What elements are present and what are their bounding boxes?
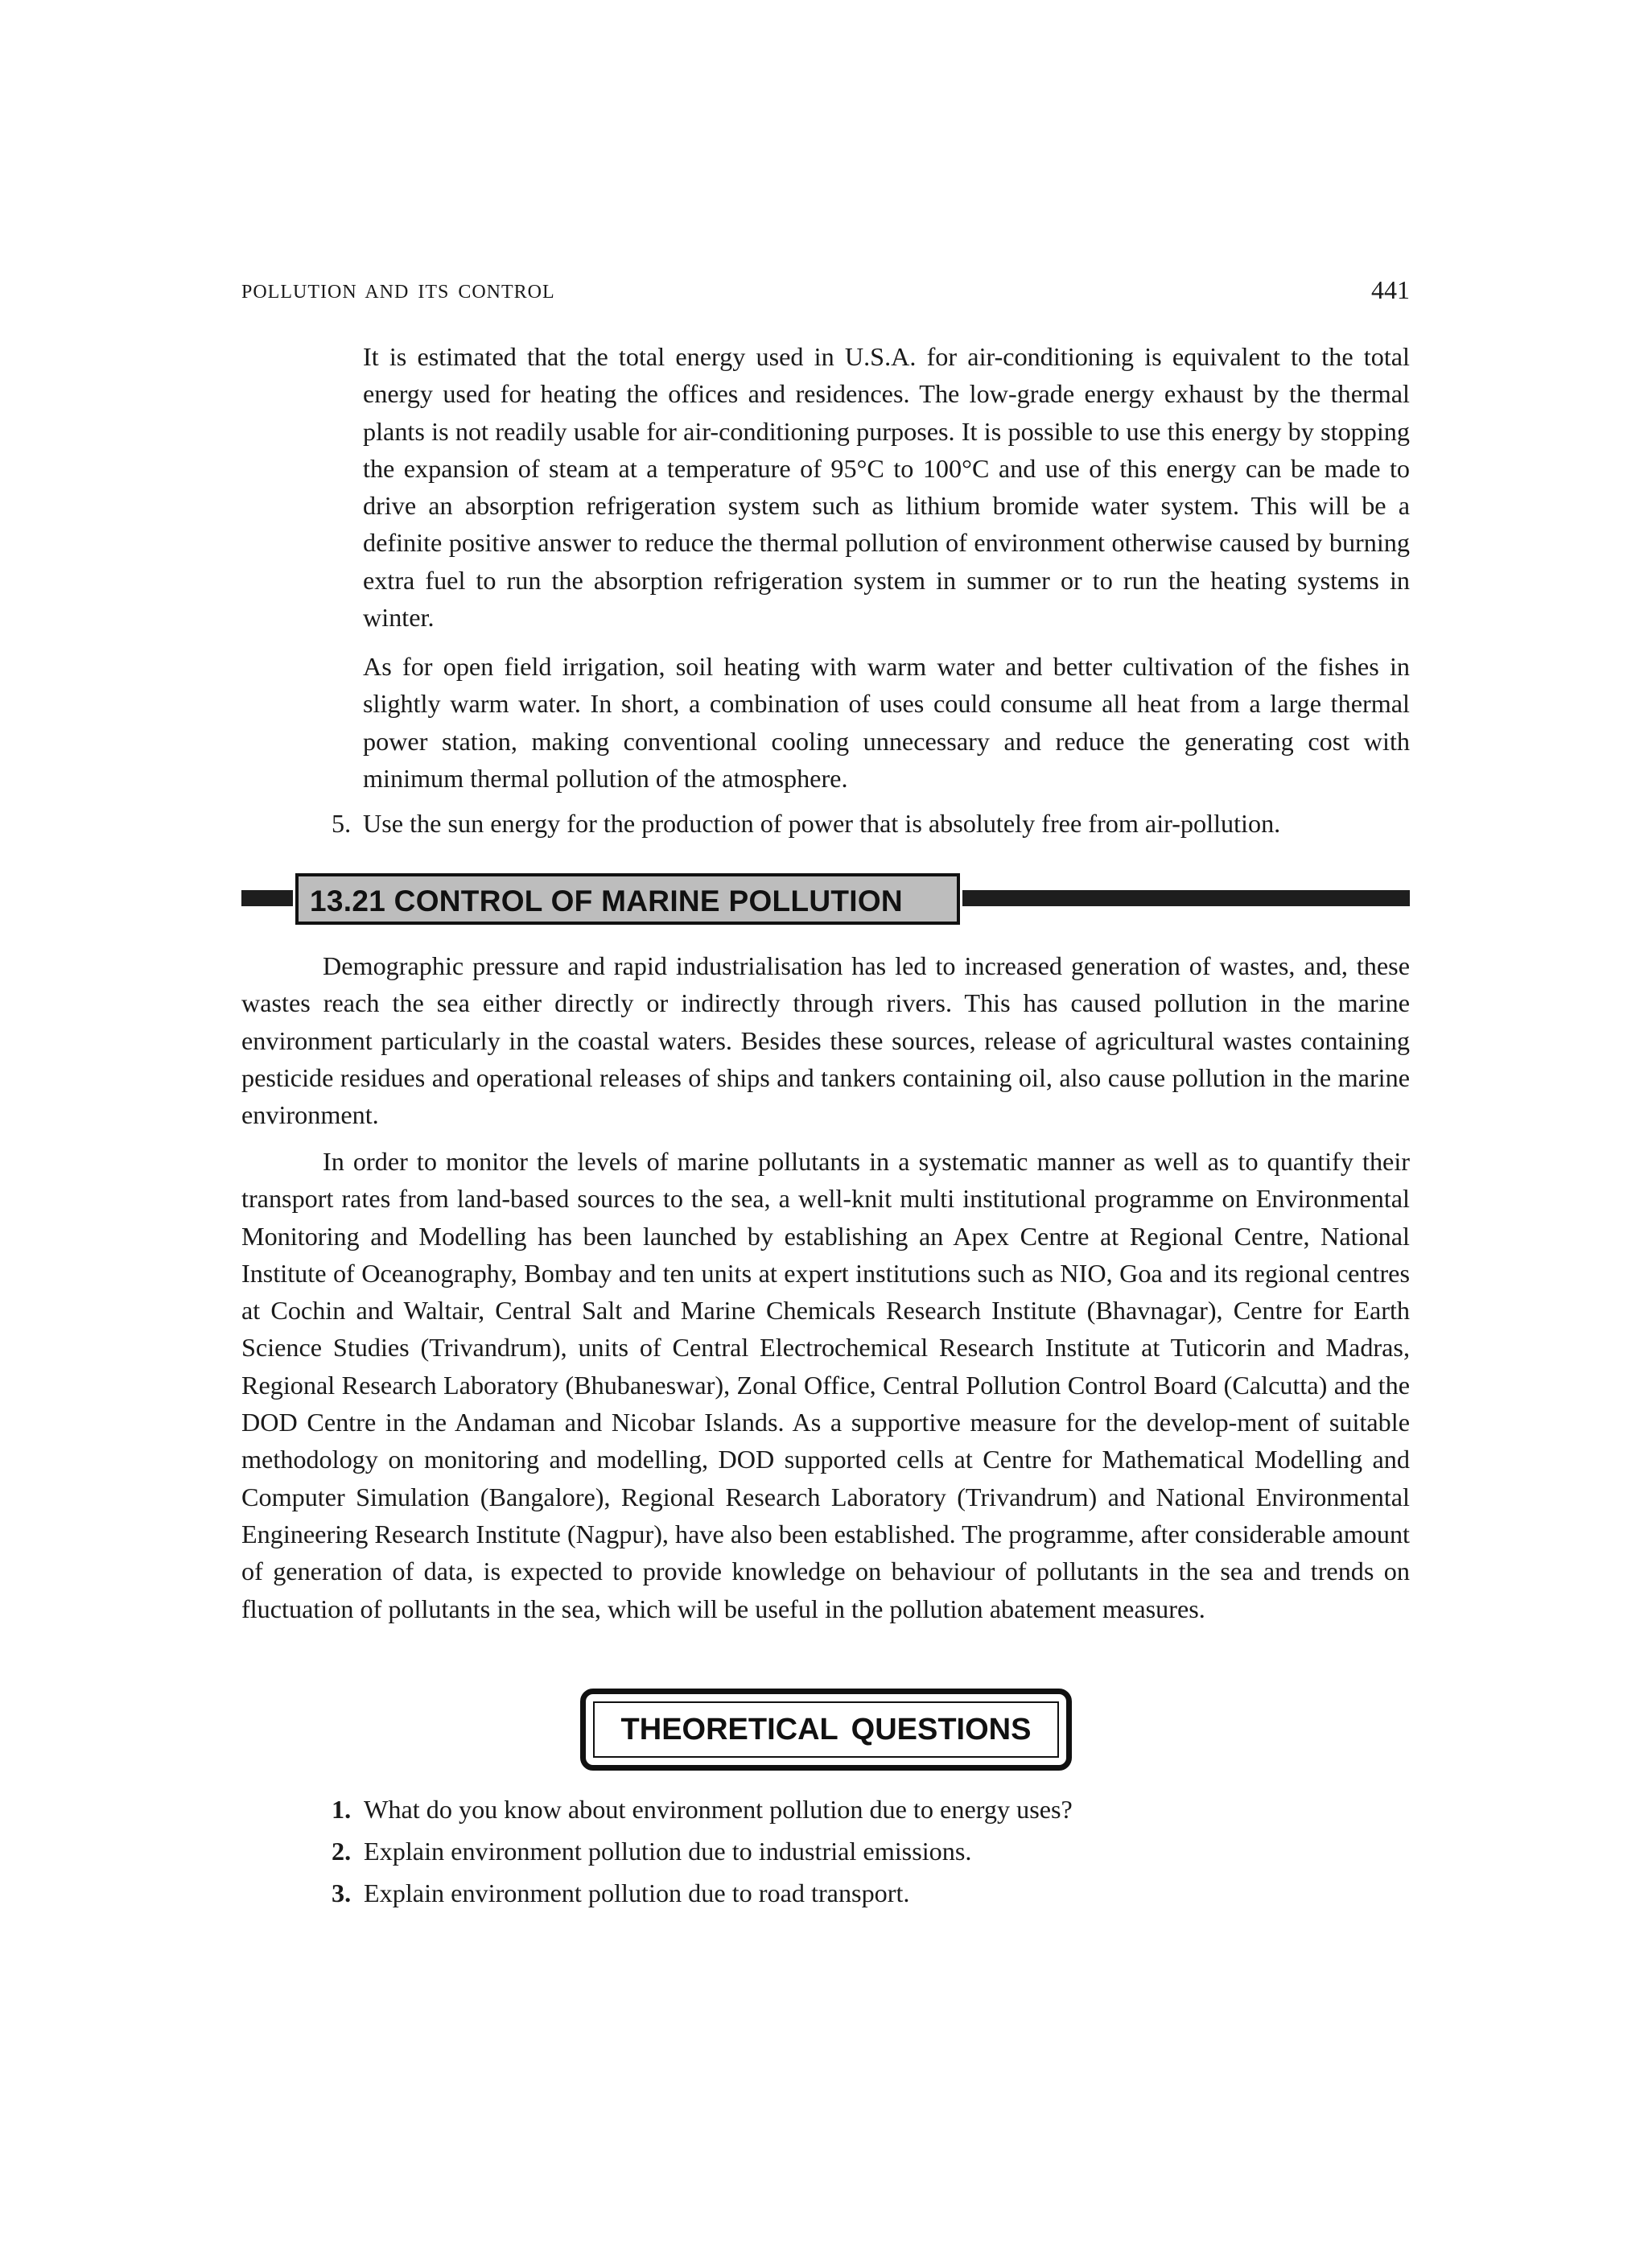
- question-item: [332, 1788, 1073, 1830]
- intro-paragraph: It is estimated that the total energy used in U.S.A. for air-conditioning is equivalent to the total energy used for heating the offices and residences. The low-grade energy exhaust by the thermal plants is not readily usable for air-conditioning purposes. It is possible to use this energy by stopping the expansion of steam at a temperature of 95°C to 100°C and use of this energy can be made to drive an absorption refrigeration system such as lithium bromide water system. This will be a definite positive answer to reduce the thermal pollution of environment otherwise caused by burning extra fuel to run the absorption refrigeration system in summer or to run the heating systems in winter.: [363, 342, 1410, 633]
- section-heading: 13.21 CONTROL OF MARINE POLLUTION: [310, 885, 903, 918]
- question-number: 3.: [332, 1878, 352, 1907]
- list-item-text: Use the sun energy for the production of power that is absolutely free from air-pollution.: [363, 809, 1281, 838]
- section-heading-box: [295, 873, 960, 925]
- questions-list: [332, 1788, 1073, 1914]
- question-item: [332, 1830, 1073, 1872]
- questions-heading-inner-frame: [593, 1701, 1059, 1758]
- question-number: 2.: [332, 1837, 352, 1866]
- section-paragraph: In order to monitor the levels of marine pollutants in a systematic manner as well as to quantify their transport rates from land-based sources to the sea, a well-knit multi institutional programme on Environmental Monitoring and Modelling has been launched by establishing an Apex Centre at Regional Centre, National Institute of Oceanography, Bombay and ten units at expert institutions such as NIO, Goa and its regional centres at Cochin and Waltair, Central Salt and Marine Chemicals Research Institute (Bhavnagar), Centre for Earth Science Studies (Trivandrum), units of Central Electrochemical Research Institute at Tuticorin and Madras, Regional Research Laboratory (Bhubaneswar), Zonal Office, Central Pollution Control Board (Calcutta) and the DOD Centre in the Andaman and Nicobar Islands. As a supportive measure for the develop-ment of suitable methodology on monitoring and modelling, DOD supported cells at Centre for Mathematical Modelling and Computer Simulation (Bangalore), Regional Research Laboratory (Trivandrum) and National Environmental Engineering Research Institute (Nagpur), have also been established. The programme, after considerable amount of generation of data, is expected to provide knowledge on behaviour of pollutants in the sea and trends on fluctuation of pollutants in the sea, which will be useful in the pollution abatement measures.: [241, 1147, 1410, 1623]
- section-paragraph: Demographic pressure and rapid industrialisation has led to increased generation of wastes, and, these wastes reach the sea either directly or indirectly through rivers. This has caused pollution in the marine environment particularly in the coastal waters. Besides these sources, release of agricultural wastes containing pesticide residues and operational releases of ships and tankers containing oil, also cause pollution in the marine environment.: [241, 951, 1410, 1130]
- running-header: [241, 275, 1410, 311]
- list-item-number: 5.: [332, 809, 352, 838]
- question-text: Explain environment pollution due to industrial emissions.: [364, 1837, 972, 1866]
- question-text: What do you know about environment pollution due to energy uses?: [364, 1795, 1073, 1824]
- questions-heading: THEORETICAL QUESTIONS: [620, 1713, 1032, 1746]
- running-title: POLLUTION AND ITS CONTROL: [241, 282, 555, 303]
- page-number: 441: [1371, 275, 1410, 304]
- question-text: Explain environment pollution due to road transport.: [364, 1878, 910, 1907]
- question-number: 1.: [332, 1795, 352, 1824]
- list-item: [332, 805, 1280, 842]
- questions-heading-box: [580, 1689, 1072, 1771]
- question-item: [332, 1872, 1073, 1914]
- intro-paragraph: As for open field irrigation, soil heating with warm water and better cultivation of the fishes in slightly warm water. In short, a combination of uses could consume all heat from a large thermal power station, making conventional cooling unnecessary and reduce the generating cost with minimum thermal pollution of the atmosphere.: [363, 652, 1410, 793]
